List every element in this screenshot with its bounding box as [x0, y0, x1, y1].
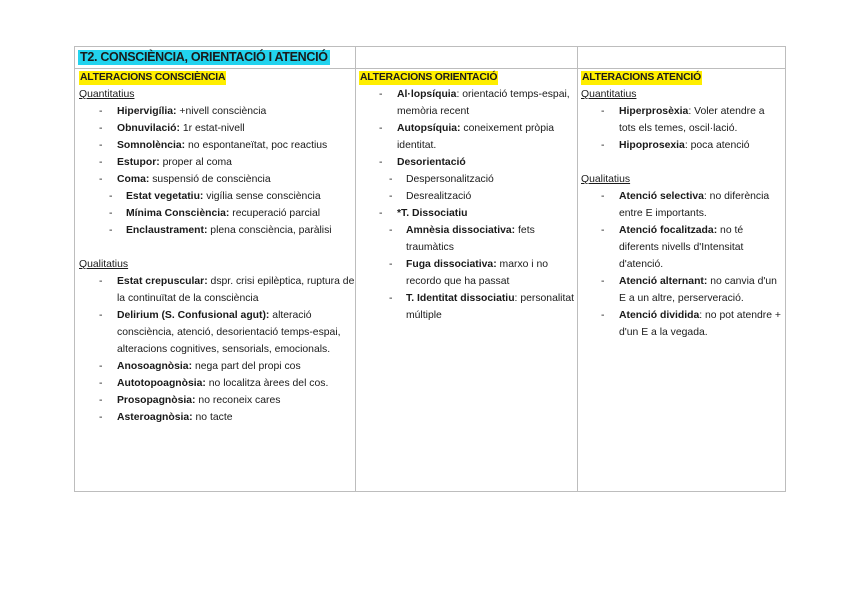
subsection-label: Quantitatius — [581, 89, 637, 100]
list-item: - Prosopagnòsia: no reconeix cares — [99, 395, 281, 406]
column-consciencia — [79, 69, 355, 426]
subsection-label: Quantitatius — [79, 89, 135, 100]
list-item: - Hipervigília: +nivell consciència — [99, 106, 267, 117]
list-item: - Estat vegetatiu: vigília sense consciència — [109, 191, 321, 202]
document-title: T2. CONSCIÈNCIA, ORIENTACIÓ I ATENCIÓ — [80, 50, 328, 64]
subsection-label: Qualitatius — [79, 259, 129, 270]
list-item: - T. Identitat dissociatiu: personalitat múltiple — [389, 293, 575, 321]
list-item: - Asteroagnòsia: no tacte — [99, 412, 233, 423]
list-item: - Desrealització — [389, 191, 472, 202]
list-item: - Delirium (S. Confusional agut): alteració consciència, atenció, desorientació temps-espai, alteracions cognitives, sensorials, emocionals. — [99, 310, 341, 355]
list-item: - Atenció selectiva: no diferència entre E importants. — [601, 191, 770, 219]
list-item: - Atenció alternant: no canvia d'un E a un altre, perserveració. — [601, 276, 777, 304]
list-item: - Obnuvilació: 1r estat-nivell — [99, 123, 245, 134]
column-atencio — [581, 69, 781, 341]
list-item: - Atenció focalitzada: no té diferents nivells d'Intensitat d'atenció. — [601, 225, 744, 270]
list-item: - Despersonalització — [389, 174, 494, 185]
list-item: - Autopsíquia: coneixement pròpia identitat. — [379, 123, 555, 151]
subsection-label: Qualitatius — [581, 174, 631, 185]
section-header: ALTERACIONS ORIENTACIÓ — [360, 72, 498, 83]
list-item: - Fuga dissociativa: marxo i no recordo que ha passat — [389, 259, 549, 287]
list-item: - Anosoagnòsia: nega part del propi cos — [99, 361, 301, 372]
column-orientacio — [359, 69, 575, 324]
list-item: - Atenció dividida: no pot atendre + d'un E a la vegada. — [601, 310, 781, 338]
list-item: - Hiperprosèxia: Voler atendre a tots els temes, oscil·lació. — [601, 106, 765, 134]
section-header: ALTERACIONS CONSCIÈNCIA — [80, 72, 226, 83]
column-divider — [355, 47, 356, 491]
list-item: - Enclaustrament: plena consciència, paràlisi — [109, 225, 332, 236]
list-item: - Somnolència: no espontaneïtat, poc reactius — [99, 140, 328, 151]
list-item: - Coma: suspensió de consciència — [99, 174, 271, 185]
list-item: - Estupor: proper al coma — [99, 157, 232, 168]
list-item: - Mínima Consciència: recuperació parcial — [109, 208, 321, 219]
list-item: - Amnèsia dissociativa: fets traumàtics — [389, 225, 535, 253]
list-item: - *T. Dissociatiu — [379, 208, 468, 219]
list-item: - Hipoprosexia: poca atenció — [601, 140, 750, 151]
column-divider — [577, 47, 578, 491]
list-item: - Desorientació — [379, 157, 466, 168]
list-item: - Al·lopsíquia: orientació temps-espai, memòria recent — [379, 89, 570, 117]
list-item: - Estat crepuscular: dspr. crisi epilèptica, ruptura de la continuïtat de la consciència — [99, 276, 355, 304]
section-header: ALTERACIONS ATENCIÓ — [582, 72, 701, 83]
list-item: - Autotopoagnòsia: no localitza àrees del cos. — [99, 378, 329, 389]
notes-table — [74, 46, 786, 492]
